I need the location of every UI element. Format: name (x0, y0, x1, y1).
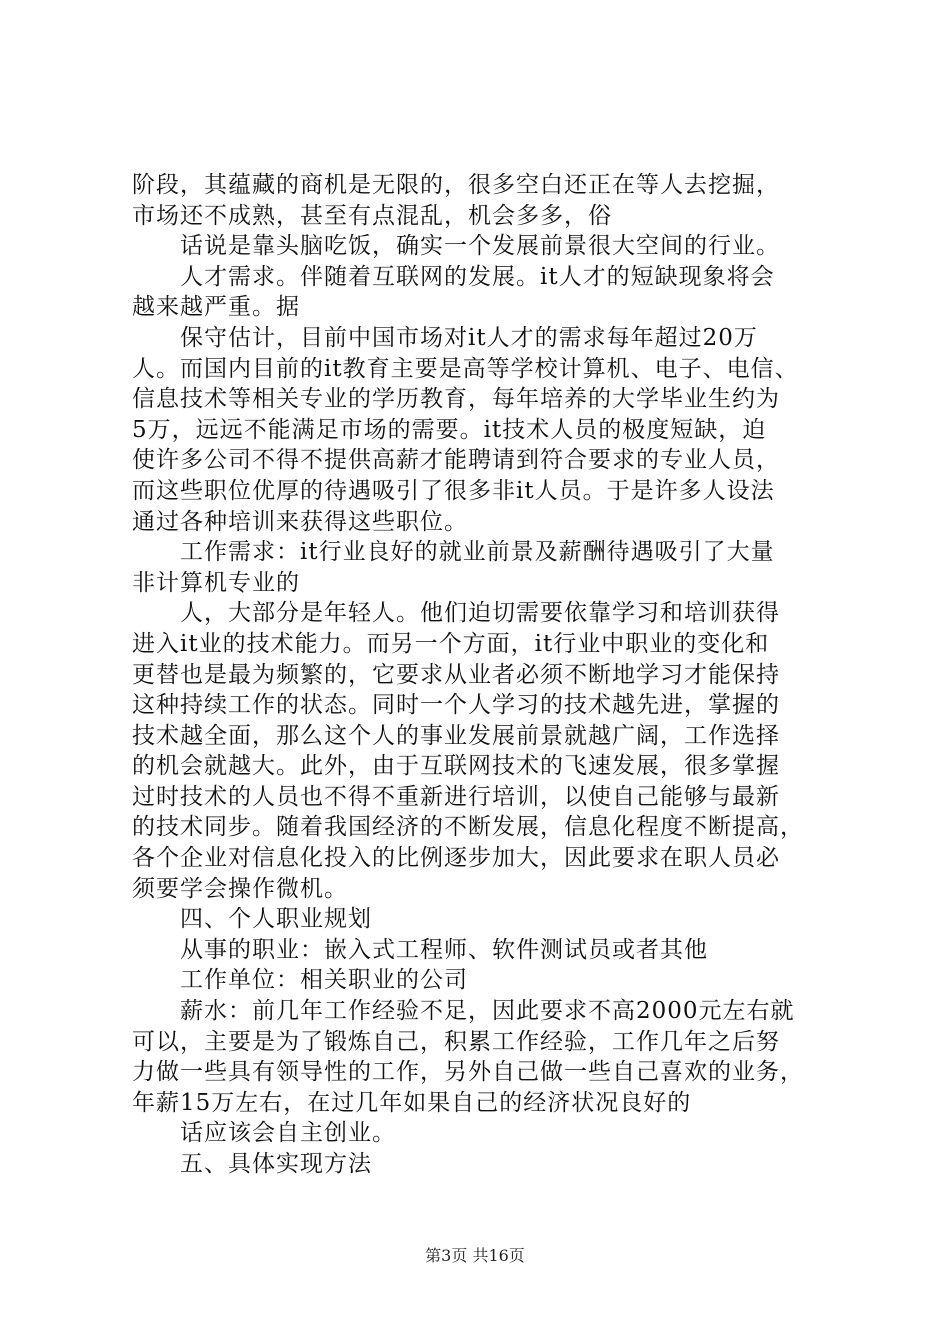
text-line: 信息技术等相关专业的学历教育，每年培养的大学毕业生约为 (132, 386, 780, 413)
text-line: 人，大部分是年轻人。他们迫切需要依靠学习和培训获得 (180, 600, 780, 627)
text-line: 市场还不成熟，甚至有点混乱，机会多多，俗 (132, 202, 612, 229)
document-body (132, 170, 832, 1180)
text-line: 人。而国内目前的it教育主要是高等学校计算机、电子、电信、 (132, 355, 799, 382)
text-line: 年薪15万左右，在过几年如果自己的经济状况良好的 (132, 1089, 692, 1116)
text-line: 使许多公司不得不提供高薪才能聘请到符合要求的专业人员， (132, 447, 780, 474)
text-line: 薪水：前几年工作经验不足，因此要求不高2000元左右就 (180, 998, 795, 1025)
text-line: 保守估计，目前中国市场对it人才的需求每年超过20万 (180, 324, 758, 351)
text-line: 技术越全面，那么这个人的事业发展前景就越广阔，工作选择 (132, 722, 780, 749)
text-line: 工作单位：相关职业的公司 (180, 967, 468, 994)
text-line: 5万，远远不能满足市场的需要。it技术人员的极度短缺，迫 (132, 416, 767, 443)
text-line: 从事的职业：嵌入式工程师、软件测试员或者其他 (180, 936, 708, 963)
page-number-footer: 第3页 共16页 (425, 1246, 525, 1265)
text-line: 的技术同步。随着我国经济的不断发展，信息化程度不断提高， (132, 814, 804, 841)
text-line: 力做一些具有领导性的工作，另外自己做一些自己喜欢的业务， (132, 1059, 804, 1086)
text-line: 工作需求：it行业良好的就业前景及薪酬待遇吸引了大量 (180, 539, 775, 566)
text-line: 各个企业对信息化投入的比例逐步加大，因此要求在职人员必 (132, 845, 780, 872)
text-line: 而这些职位优厚的待遇吸引了很多非it人员。于是许多人设法 (132, 477, 775, 504)
text-line: 这种持续工作的状态。同时一个人学习的技术越先进，掌握的 (132, 692, 780, 719)
text-line: 非计算机专业的 (132, 569, 300, 596)
section-heading: 五、具体实现方法 (180, 1151, 372, 1177)
text-line: 话应该会自主创业。 (180, 1120, 396, 1147)
text-line: 更替也是最为频繁的，它要求从业者必须不断地学习才能保持 (132, 661, 780, 688)
text-line: 阶段，其蕴藏的商机是无限的，很多空白还正在等人去挖掘， (132, 172, 780, 198)
text-line: 通过各种培训来获得这些职位。 (132, 508, 468, 535)
text-line: 过时技术的人员也不得不重新进行培训，以使自己能够与最新 (132, 783, 780, 810)
text-line: 须要学会操作微机。 (132, 875, 348, 902)
text-line: 可以，主要是为了锻炼自己，积累工作经验，工作几年之后努 (132, 1028, 780, 1055)
text-line: 越来越严重。据 (132, 294, 300, 321)
text-line: 人才需求。伴随着互联网的发展。it人才的短缺现象将会 (180, 263, 775, 290)
section-heading: 四、个人职业规划 (180, 906, 372, 933)
text-line: 进入it业的技术能力。而另一个方面，it行业中职业的变化和 (132, 630, 770, 657)
text-line: 话说是靠头脑吃饭，确实一个发展前景很大空间的行业。 (180, 233, 780, 260)
text-line: 的机会就越大。此外，由于互联网技术的飞速发展，很多掌握 (132, 753, 780, 780)
